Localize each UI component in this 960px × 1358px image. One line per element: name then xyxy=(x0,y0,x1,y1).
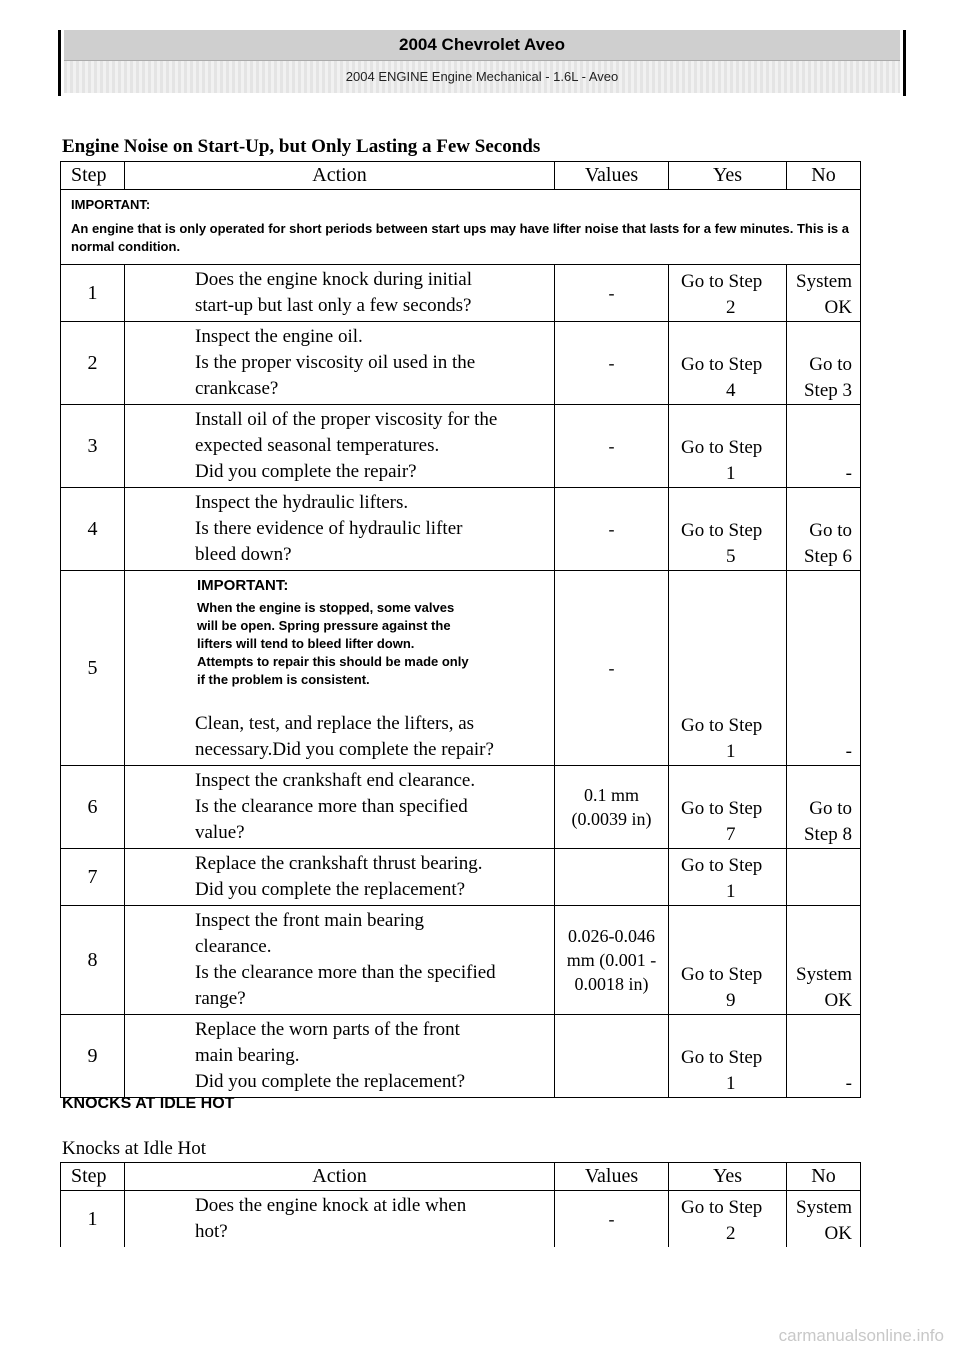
important-note xyxy=(61,190,861,265)
action-line: hot? xyxy=(195,1221,228,1242)
important-text-line: Attempts to repair this should be made only xyxy=(197,654,469,669)
value-line: (0.0039 in) xyxy=(571,809,652,829)
step-yes xyxy=(669,488,787,571)
table-header-row xyxy=(61,162,861,190)
table-row xyxy=(61,1191,861,1248)
important-text-line: lifters will tend to bleed lifter down. xyxy=(197,636,415,651)
yes-goto-label: Go to Step xyxy=(681,1197,763,1218)
table-row xyxy=(61,405,861,488)
col-no: No xyxy=(787,162,861,190)
value-line: mm (0.001 - xyxy=(566,950,657,970)
important-row xyxy=(61,190,861,265)
step-value xyxy=(555,1015,669,1098)
yes-goto-step: 1 xyxy=(726,741,736,762)
step-yes xyxy=(669,906,787,1015)
col-action: Action xyxy=(125,162,555,190)
action-line: Inspect the engine oil. xyxy=(195,326,363,347)
step-value: - xyxy=(555,571,669,766)
step-yes xyxy=(669,766,787,849)
header-left-rule xyxy=(58,30,61,96)
step-number: 1 xyxy=(61,1191,125,1248)
step-action xyxy=(125,1191,555,1248)
action-line: Did you complete the repair? xyxy=(195,461,417,482)
step-no: System OK xyxy=(787,1191,861,1248)
yes-goto-label: Go to Step xyxy=(681,437,763,458)
col-step: Step xyxy=(61,162,125,190)
header-title: 2004 Chevrolet Aveo xyxy=(64,30,900,61)
step-yes xyxy=(669,265,787,322)
step-number: 1 xyxy=(61,265,125,322)
action-line: Install oil of the proper viscosity for the xyxy=(195,409,498,430)
yes-goto-label: Go to Step xyxy=(681,520,763,541)
table-row xyxy=(61,488,861,571)
step-value xyxy=(555,766,669,849)
section2-title: Knocks at Idle Hot xyxy=(62,1138,207,1159)
important-text-line: When the engine is stopped, some valves xyxy=(197,600,455,615)
yes-goto-step: 7 xyxy=(726,824,736,845)
col-yes: Yes xyxy=(669,1163,787,1191)
action-line: Inspect the crankshaft end clearance. xyxy=(195,770,476,791)
step-no: System OK xyxy=(787,906,861,1015)
action-line: range? xyxy=(195,988,246,1009)
step-no: Go to Step 8 xyxy=(787,766,861,849)
value-line: 0.1 mm xyxy=(583,785,639,805)
step-action xyxy=(125,1015,555,1098)
step-value xyxy=(555,849,669,906)
table-row xyxy=(61,265,861,322)
page-header xyxy=(58,30,906,96)
yes-goto-label: Go to Step xyxy=(681,964,763,985)
step-value: - xyxy=(555,1191,669,1248)
yes-goto-step: 2 xyxy=(726,297,736,318)
yes-goto-step: 5 xyxy=(726,546,736,567)
step-action xyxy=(125,265,555,322)
value-line: 0.0018 in) xyxy=(574,974,649,994)
action-line: Inspect the hydraulic lifters. xyxy=(195,492,409,513)
yes-goto-step: 1 xyxy=(726,1073,736,1094)
important-text: An engine that is only operated for short periods between start ups may have lifter noise that lasts for a few minutes. This is a normal condition. xyxy=(71,221,850,254)
step-no: Go to Step 3 xyxy=(787,322,861,405)
step-no: - xyxy=(787,571,861,766)
table-row xyxy=(61,1015,861,1098)
step-action xyxy=(125,405,555,488)
col-yes: Yes xyxy=(669,162,787,190)
step-number: 5 xyxy=(61,571,125,766)
action-line: Replace the crankshaft thrust bearing. xyxy=(195,853,483,874)
action-line: main bearing. xyxy=(195,1045,300,1066)
step-yes xyxy=(669,571,787,766)
yes-goto-step: 1 xyxy=(726,881,736,902)
action-line: Is there evidence of hydraulic lifter xyxy=(195,518,463,539)
step-value: - xyxy=(555,488,669,571)
yes-goto-label: Go to Step xyxy=(681,798,763,819)
watermark: carmanualsonline.info xyxy=(778,1326,944,1345)
action-line: clearance. xyxy=(195,936,272,957)
important-heading: IMPORTANT: xyxy=(197,577,289,594)
important-heading: IMPORTANT: xyxy=(71,197,151,212)
step-action xyxy=(125,906,555,1015)
step-yes xyxy=(669,1191,787,1248)
col-values: Values xyxy=(555,1163,669,1191)
step-number: 8 xyxy=(61,906,125,1015)
step-no: System OK xyxy=(787,265,861,322)
action-line: Clean, test, and replace the lifters, as xyxy=(195,713,475,734)
col-action: Action xyxy=(125,1163,555,1191)
step-no: - xyxy=(787,405,861,488)
section2-heading: KNOCKS AT IDLE HOT xyxy=(62,1095,235,1112)
step-value xyxy=(555,906,669,1015)
action-line: expected seasonal temperatures. xyxy=(195,435,440,456)
header-subtitle: 2004 ENGINE Engine Mechanical - 1.6L - Aveo xyxy=(64,61,900,93)
yes-goto-label: Go to Step xyxy=(681,1047,763,1068)
header-right-rule xyxy=(903,30,906,96)
step-no: Go to Step 6 xyxy=(787,488,861,571)
table-row xyxy=(61,322,861,405)
step-value: - xyxy=(555,405,669,488)
diagnostic-table-startup-noise xyxy=(60,161,861,1098)
step-action xyxy=(125,849,555,906)
action-line: Does the engine knock at idle when xyxy=(195,1195,467,1216)
step-yes xyxy=(669,322,787,405)
step-value: - xyxy=(555,322,669,405)
step-yes xyxy=(669,405,787,488)
step-number: 4 xyxy=(61,488,125,571)
yes-goto-step: 4 xyxy=(726,380,736,401)
step-number: 3 xyxy=(61,405,125,488)
step-value: - xyxy=(555,265,669,322)
yes-goto-label: Go to Step xyxy=(681,855,763,876)
step-action xyxy=(125,571,555,766)
step-number: 6 xyxy=(61,766,125,849)
step-yes xyxy=(669,1015,787,1098)
step-no: - xyxy=(787,1015,861,1098)
table-header-row xyxy=(61,1163,861,1191)
step-important-note xyxy=(197,577,550,689)
action-line: value? xyxy=(195,822,245,843)
action-line: Is the clearance more than specified xyxy=(195,796,468,817)
action-line: Replace the worn parts of the front xyxy=(195,1019,460,1040)
step-number: 9 xyxy=(61,1015,125,1098)
diagnostic-table-idle-hot xyxy=(60,1162,861,1247)
section1-title: Engine Noise on Start-Up, but Only Lasting a Few Seconds xyxy=(62,136,541,157)
yes-goto-label: Go to Step xyxy=(681,715,763,736)
yes-goto-step: 1 xyxy=(726,463,736,484)
action-line: bleed down? xyxy=(195,544,292,565)
step-action xyxy=(125,322,555,405)
yes-goto-step: 2 xyxy=(726,1223,736,1244)
step-number: 2 xyxy=(61,322,125,405)
col-values: Values xyxy=(555,162,669,190)
action-line: crankcase? xyxy=(195,378,279,399)
table-row xyxy=(61,766,861,849)
yes-goto-step: 9 xyxy=(726,990,736,1011)
action-line: Inspect the front main bearing xyxy=(195,910,424,931)
step-yes xyxy=(669,849,787,906)
col-no: No xyxy=(787,1163,861,1191)
value-line: 0.026-0.046 xyxy=(568,926,655,946)
action-line: Did you complete the replacement? xyxy=(195,879,466,900)
action-line: necessary.Did you complete the repair? xyxy=(195,739,494,760)
action-line: Is the proper viscosity oil used in the xyxy=(195,352,476,373)
important-text-line: will be open. Spring pressure against the xyxy=(197,618,451,633)
yes-goto-label: Go to Step xyxy=(681,271,763,292)
step-action xyxy=(125,766,555,849)
yes-goto-label: Go to Step xyxy=(681,354,763,375)
table-row xyxy=(61,849,861,906)
action-line: start-up but last only a few seconds? xyxy=(195,295,472,316)
table-row xyxy=(61,571,861,766)
action-line: Does the engine knock during initial xyxy=(195,269,473,290)
col-step: Step xyxy=(61,1163,125,1191)
action-line: Is the clearance more than the specified xyxy=(195,962,496,983)
step-no xyxy=(787,849,861,906)
step-action xyxy=(125,488,555,571)
table-row xyxy=(61,906,861,1015)
step-number: 7 xyxy=(61,849,125,906)
important-text-line: if the problem is consistent. xyxy=(197,672,370,687)
action-line: Did you complete the replacement? xyxy=(195,1071,466,1092)
